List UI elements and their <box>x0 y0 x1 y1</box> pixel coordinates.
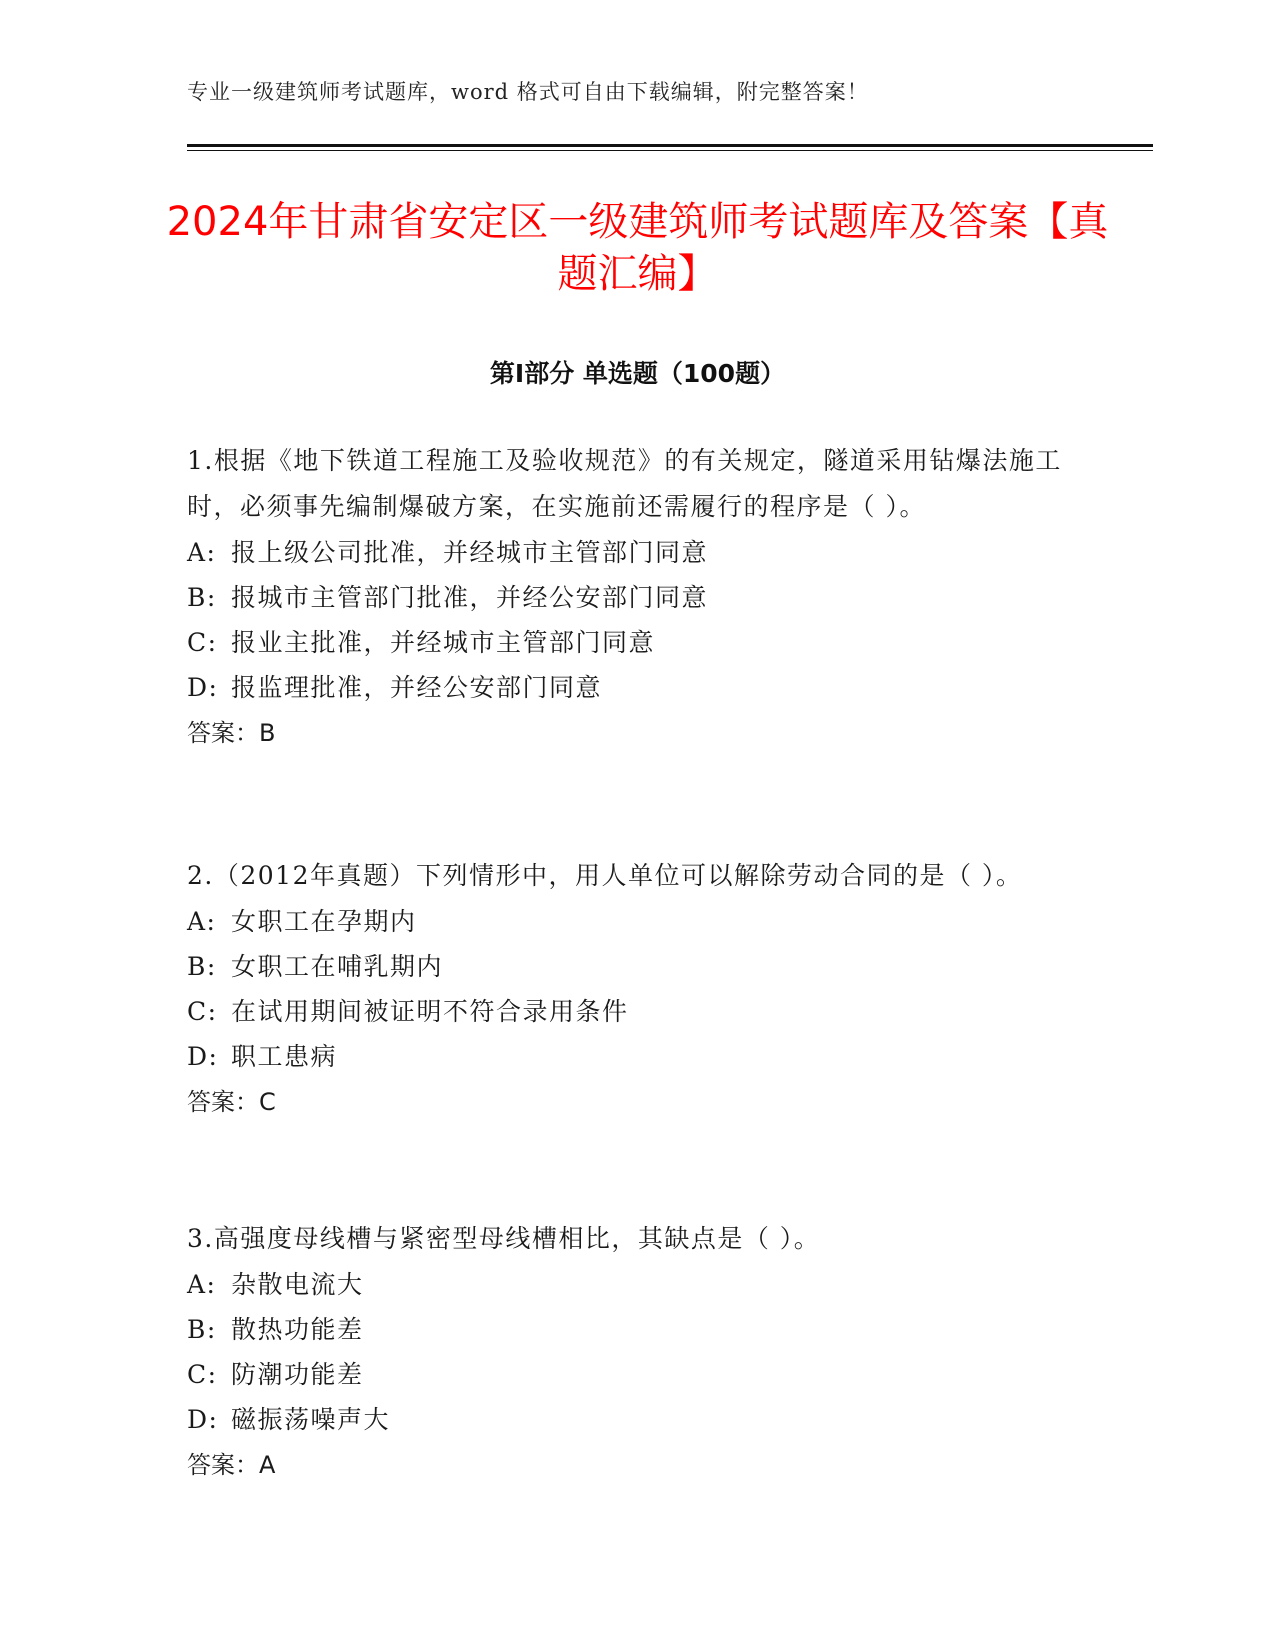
option-key: A: <box>187 1270 217 1299</box>
header-divider-thin <box>187 150 1153 151</box>
option-key: A: <box>187 538 217 567</box>
answer-line: 答案：C <box>187 1088 276 1116</box>
option-text: 报监理批准，并经公安部门同意 <box>231 673 603 702</box>
option-c <box>187 1352 1067 1397</box>
option-text: 女职工在孕期内 <box>231 907 417 936</box>
answer-line: 答案：A <box>187 1451 276 1479</box>
option-text: 散热功能差 <box>231 1315 364 1344</box>
option-d <box>187 1397 1067 1442</box>
question-stem: 1.根据《地下铁道工程施工及验收规范》的有关规定，隧道采用钻爆法施工时，必须事先编制爆破方案，在实施前还需履行的程序是（ ）。 <box>187 446 1062 521</box>
header-divider-thick <box>187 144 1153 147</box>
question-2 <box>187 853 1067 1125</box>
section-title: 第I部分 单选题（100题） <box>489 359 786 388</box>
option-key: B: <box>187 1315 217 1344</box>
option-text: 在试用期间被证明不符合录用条件 <box>231 997 629 1026</box>
question-1 <box>187 438 1067 756</box>
option-text: 防潮功能差 <box>231 1360 364 1389</box>
option-a <box>187 899 1067 944</box>
option-text: 报上级公司批准，并经城市主管部门同意 <box>231 538 709 567</box>
option-text: 女职工在哺乳期内 <box>231 952 444 981</box>
option-b <box>187 575 1067 620</box>
option-c <box>187 989 1067 1034</box>
question-stem: 2.（2012年真题）下列情形中，用人单位可以解除劳动合同的是（ ）。 <box>187 861 1023 890</box>
question-stem: 3.高强度母线槽与紧密型母线槽相比，其缺点是（ ）。 <box>187 1224 821 1253</box>
option-key: C: <box>187 628 218 657</box>
option-text: 报城市主管部门批准，并经公安部门同意 <box>231 583 709 612</box>
option-key: B: <box>187 952 217 981</box>
option-b <box>187 944 1067 989</box>
option-c <box>187 620 1067 665</box>
option-text: 职工患病 <box>231 1042 338 1071</box>
option-key: B: <box>187 583 217 612</box>
option-a <box>187 1262 1067 1307</box>
option-text: 报业主批准，并经城市主管部门同意 <box>231 628 656 657</box>
option-key: D: <box>187 1405 219 1434</box>
document-title: 2024年甘肃省安定区一级建筑师考试题库及答案【真题汇编】 <box>166 199 1109 297</box>
option-key: D: <box>187 1042 219 1071</box>
header-note: 专业一级建筑师考试题库，word 格式可自由下载编辑，附完整答案！ <box>187 80 869 104</box>
option-key: C: <box>187 997 218 1026</box>
option-a <box>187 530 1067 575</box>
option-key: A: <box>187 907 217 936</box>
option-b <box>187 1307 1067 1352</box>
option-text: 杂散电流大 <box>231 1270 364 1299</box>
option-d <box>187 665 1067 710</box>
answer-line: 答案：B <box>187 719 276 747</box>
option-key: C: <box>187 1360 218 1389</box>
option-key: D: <box>187 673 219 702</box>
option-text: 磁振荡噪声大 <box>231 1405 391 1434</box>
question-3 <box>187 1216 1067 1488</box>
option-d <box>187 1034 1067 1079</box>
